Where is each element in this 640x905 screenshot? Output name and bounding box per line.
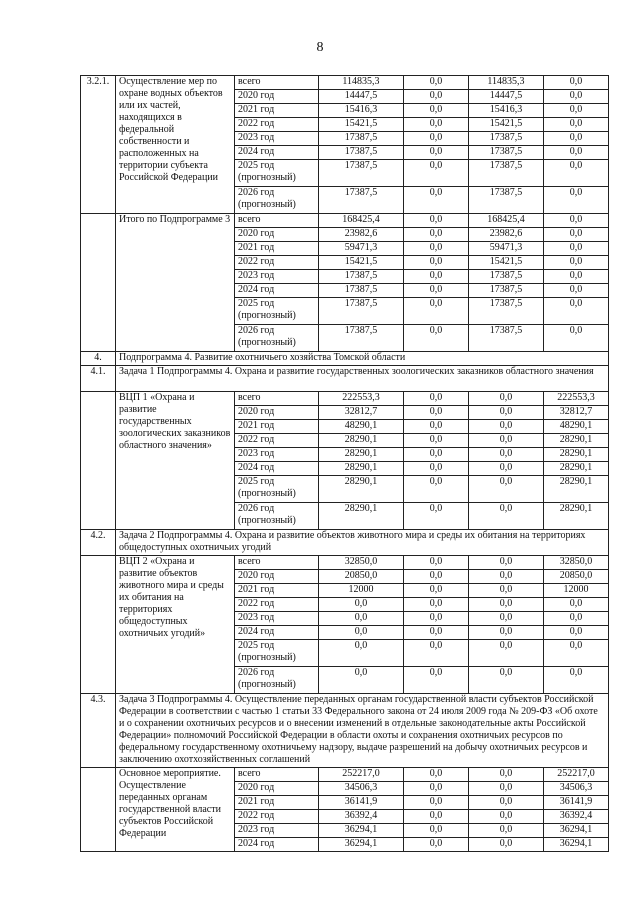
- amount-total: 17387,5: [319, 270, 404, 284]
- amount-total: 0,0: [319, 612, 404, 626]
- measure-name: Осуществление мер по охране водных объектов или их частей, находящихся в федеральной собственности и расположенных на территории субъекта Российской Федерации: [116, 76, 235, 214]
- amount-col1: 0,0: [404, 392, 469, 406]
- period-cell: 2026 год (прогнозный): [235, 187, 319, 214]
- period-cell: 2021 год: [235, 796, 319, 810]
- period-cell: 2021 год: [235, 104, 319, 118]
- subheading-row: [81, 530, 609, 556]
- measure-name: ВЦП 2 «Охрана и развитие объектов животного мира и среды их обитания на территориях общедоступных охотничьих угодий»: [116, 556, 235, 694]
- amount-col1: 0,0: [404, 256, 469, 270]
- amount-col1: 0,0: [404, 104, 469, 118]
- subheading-text: Подпрограмма 4. Развитие охотничьего хозяйства Томской области: [116, 352, 609, 366]
- amount-total: 48290,1: [319, 420, 404, 434]
- measure-name: ВЦП 1 «Охрана и развитие государственных зоологических заказников областного значения»: [116, 392, 235, 530]
- subheading-text: Задача 1 Подпрограммы 4. Охрана и развитие государственных зоологических заказников областного значения: [116, 366, 609, 392]
- amount-total: 0,0: [319, 640, 404, 667]
- amount-total: 168425,4: [319, 214, 404, 228]
- amount-col3: 0,0: [544, 298, 609, 325]
- row-number: 4.3.: [81, 694, 116, 768]
- amount-col2: 0,0: [469, 796, 544, 810]
- amount-col1: 0,0: [404, 284, 469, 298]
- amount-col1: 0,0: [404, 570, 469, 584]
- amount-col3: 0,0: [544, 214, 609, 228]
- amount-col3: 12000: [544, 584, 609, 598]
- period-cell: 2021 год: [235, 242, 319, 256]
- amount-col1: 0,0: [404, 626, 469, 640]
- amount-total: 28290,1: [319, 476, 404, 503]
- period-cell: 2020 год: [235, 406, 319, 420]
- amount-col2: 17387,5: [469, 298, 544, 325]
- period-cell: 2022 год: [235, 434, 319, 448]
- amount-col1: 0,0: [404, 187, 469, 214]
- amount-total: 222553,3: [319, 392, 404, 406]
- amount-total: 0,0: [319, 598, 404, 612]
- amount-col1: 0,0: [404, 476, 469, 503]
- amount-total: 17387,5: [319, 187, 404, 214]
- row-number: 3.2.1.: [81, 76, 116, 214]
- amount-total: 20850,0: [319, 570, 404, 584]
- amount-col1: 0,0: [404, 406, 469, 420]
- amount-total: 252217,0: [319, 768, 404, 782]
- row-number: 4.: [81, 352, 116, 366]
- amount-col1: 0,0: [404, 598, 469, 612]
- period-cell: всего: [235, 556, 319, 570]
- amount-col2: 17387,5: [469, 146, 544, 160]
- row-number: [81, 214, 116, 352]
- amount-col3: 222553,3: [544, 392, 609, 406]
- subheading-row: [81, 352, 609, 366]
- amount-total: 32812,7: [319, 406, 404, 420]
- amount-total: 17387,5: [319, 325, 404, 352]
- amount-col2: 0,0: [469, 584, 544, 598]
- amount-col2: 15421,5: [469, 118, 544, 132]
- amount-col3: 0,0: [544, 640, 609, 667]
- amount-col2: 17387,5: [469, 187, 544, 214]
- amount-col1: 0,0: [404, 824, 469, 838]
- page-number: 8: [316, 40, 324, 55]
- period-cell: 2026 год (прогнозный): [235, 667, 319, 694]
- period-cell: 2024 год: [235, 626, 319, 640]
- measure-name: Основное мероприятие. Осуществление переданных органам государственной власти субъектов Российской Федерации: [116, 768, 235, 852]
- amount-col1: 0,0: [404, 838, 469, 852]
- amount-col2: 0,0: [469, 503, 544, 530]
- amount-col2: 15416,3: [469, 104, 544, 118]
- amount-col2: 0,0: [469, 768, 544, 782]
- period-cell: 2022 год: [235, 598, 319, 612]
- budget-table: [80, 75, 609, 852]
- period-cell: 2023 год: [235, 824, 319, 838]
- amount-col1: 0,0: [404, 420, 469, 434]
- amount-col1: 0,0: [404, 270, 469, 284]
- amount-col3: 0,0: [544, 626, 609, 640]
- amount-total: 0,0: [319, 667, 404, 694]
- amount-col3: 0,0: [544, 160, 609, 187]
- period-cell: 2021 год: [235, 420, 319, 434]
- amount-col1: 0,0: [404, 462, 469, 476]
- period-cell: 2023 год: [235, 270, 319, 284]
- amount-total: 36141,9: [319, 796, 404, 810]
- amount-col2: 0,0: [469, 392, 544, 406]
- amount-col3: 32850,0: [544, 556, 609, 570]
- amount-col2: 168425,4: [469, 214, 544, 228]
- amount-col3: 0,0: [544, 598, 609, 612]
- amount-col3: 0,0: [544, 270, 609, 284]
- amount-col1: 0,0: [404, 434, 469, 448]
- amount-total: 34506,3: [319, 782, 404, 796]
- amount-col3: 0,0: [544, 76, 609, 90]
- amount-col3: 0,0: [544, 325, 609, 352]
- period-cell: 2020 год: [235, 570, 319, 584]
- amount-col1: 0,0: [404, 146, 469, 160]
- amount-col1: 0,0: [404, 796, 469, 810]
- amount-total: 17387,5: [319, 160, 404, 187]
- period-cell: 2024 год: [235, 462, 319, 476]
- period-cell: 2023 год: [235, 612, 319, 626]
- period-cell: всего: [235, 768, 319, 782]
- amount-col1: 0,0: [404, 448, 469, 462]
- amount-col2: 59471,3: [469, 242, 544, 256]
- amount-col2: 0,0: [469, 406, 544, 420]
- amount-col2: 0,0: [469, 434, 544, 448]
- amount-col3: 252217,0: [544, 768, 609, 782]
- row-number: 4.1.: [81, 366, 116, 392]
- amount-col3: 20850,0: [544, 570, 609, 584]
- amount-total: 17387,5: [319, 284, 404, 298]
- row-number: [81, 556, 116, 694]
- period-cell: 2020 год: [235, 782, 319, 796]
- amount-col1: 0,0: [404, 298, 469, 325]
- amount-col1: 0,0: [404, 503, 469, 530]
- amount-col2: 0,0: [469, 476, 544, 503]
- amount-col2: 23982,6: [469, 228, 544, 242]
- period-cell: 2023 год: [235, 132, 319, 146]
- amount-col1: 0,0: [404, 76, 469, 90]
- amount-col1: 0,0: [404, 667, 469, 694]
- period-cell: 2020 год: [235, 90, 319, 104]
- amount-col3: 28290,1: [544, 462, 609, 476]
- amount-col1: 0,0: [404, 584, 469, 598]
- subheading-row: [81, 366, 609, 392]
- amount-col3: 0,0: [544, 118, 609, 132]
- amount-col3: 0,0: [544, 667, 609, 694]
- amount-total: 15416,3: [319, 104, 404, 118]
- amount-col3: 0,0: [544, 242, 609, 256]
- period-cell: 2025 год (прогнозный): [235, 476, 319, 503]
- amount-col2: 0,0: [469, 640, 544, 667]
- amount-total: 17387,5: [319, 146, 404, 160]
- amount-col2: 0,0: [469, 612, 544, 626]
- period-cell: 2024 год: [235, 284, 319, 298]
- amount-col3: 36392,4: [544, 810, 609, 824]
- amount-total: 17387,5: [319, 298, 404, 325]
- amount-col2: 17387,5: [469, 325, 544, 352]
- amount-total: 28290,1: [319, 462, 404, 476]
- table-row: [81, 214, 609, 228]
- amount-col1: 0,0: [404, 768, 469, 782]
- amount-col3: 0,0: [544, 612, 609, 626]
- amount-total: 15421,5: [319, 118, 404, 132]
- period-cell: 2026 год (прогнозный): [235, 325, 319, 352]
- measure-name: Итого по Подпрограмме 3: [116, 214, 235, 352]
- period-cell: 2022 год: [235, 810, 319, 824]
- amount-col2: 0,0: [469, 420, 544, 434]
- amount-total: 15421,5: [319, 256, 404, 270]
- period-cell: 2024 год: [235, 838, 319, 852]
- amount-col2: 0,0: [469, 598, 544, 612]
- amount-col1: 0,0: [404, 612, 469, 626]
- amount-total: 23982,6: [319, 228, 404, 242]
- period-cell: 2025 год (прогнозный): [235, 298, 319, 325]
- amount-total: 12000: [319, 584, 404, 598]
- period-cell: 2023 год: [235, 448, 319, 462]
- period-cell: 2022 год: [235, 118, 319, 132]
- amount-col2: 0,0: [469, 810, 544, 824]
- table-row: [81, 556, 609, 570]
- amount-total: 17387,5: [319, 132, 404, 146]
- amount-total: 14447,5: [319, 90, 404, 104]
- amount-col2: 0,0: [469, 448, 544, 462]
- period-cell: всего: [235, 392, 319, 406]
- amount-col2: 0,0: [469, 462, 544, 476]
- amount-col3: 36294,1: [544, 838, 609, 852]
- table-row: [81, 76, 609, 90]
- period-cell: 2022 год: [235, 256, 319, 270]
- amount-col3: 0,0: [544, 90, 609, 104]
- amount-col1: 0,0: [404, 782, 469, 796]
- amount-col2: 17387,5: [469, 270, 544, 284]
- amount-col3: 28290,1: [544, 503, 609, 530]
- amount-col2: 0,0: [469, 782, 544, 796]
- amount-col3: 0,0: [544, 132, 609, 146]
- amount-col3: 0,0: [544, 284, 609, 298]
- row-number: 4.2.: [81, 530, 116, 556]
- amount-col2: 0,0: [469, 556, 544, 570]
- period-cell: 2025 год (прогнозный): [235, 640, 319, 667]
- amount-col2: 0,0: [469, 824, 544, 838]
- amount-total: 32850,0: [319, 556, 404, 570]
- amount-total: 28290,1: [319, 434, 404, 448]
- table-row: [81, 392, 609, 406]
- amount-col3: 0,0: [544, 104, 609, 118]
- amount-col3: 28290,1: [544, 434, 609, 448]
- period-cell: 2024 год: [235, 146, 319, 160]
- amount-col3: 0,0: [544, 228, 609, 242]
- amount-col3: 36141,9: [544, 796, 609, 810]
- amount-col3: 28290,1: [544, 476, 609, 503]
- amount-col1: 0,0: [404, 160, 469, 187]
- amount-col2: 0,0: [469, 626, 544, 640]
- amount-col2: 0,0: [469, 667, 544, 694]
- period-cell: 2021 год: [235, 584, 319, 598]
- amount-total: 36294,1: [319, 838, 404, 852]
- amount-col2: 17387,5: [469, 284, 544, 298]
- amount-col1: 0,0: [404, 118, 469, 132]
- amount-col3: 48290,1: [544, 420, 609, 434]
- amount-col2: 17387,5: [469, 132, 544, 146]
- amount-total: 36392,4: [319, 810, 404, 824]
- amount-col1: 0,0: [404, 810, 469, 824]
- amount-total: 28290,1: [319, 503, 404, 530]
- period-cell: 2026 год (прогнозный): [235, 503, 319, 530]
- amount-col2: 0,0: [469, 838, 544, 852]
- amount-col1: 0,0: [404, 242, 469, 256]
- amount-col3: 36294,1: [544, 824, 609, 838]
- amount-total: 59471,3: [319, 242, 404, 256]
- period-cell: всего: [235, 214, 319, 228]
- amount-col2: 114835,3: [469, 76, 544, 90]
- amount-col3: 28290,1: [544, 448, 609, 462]
- amount-col3: 32812,7: [544, 406, 609, 420]
- table-row: [81, 768, 609, 782]
- amount-col1: 0,0: [404, 325, 469, 352]
- row-number: [81, 392, 116, 530]
- amount-col1: 0,0: [404, 132, 469, 146]
- amount-col2: 0,0: [469, 570, 544, 584]
- period-cell: 2020 год: [235, 228, 319, 242]
- amount-col3: 0,0: [544, 187, 609, 214]
- amount-col1: 0,0: [404, 640, 469, 667]
- period-cell: 2025 год (прогнозный): [235, 160, 319, 187]
- amount-col1: 0,0: [404, 90, 469, 104]
- amount-col1: 0,0: [404, 556, 469, 570]
- amount-total: 114835,3: [319, 76, 404, 90]
- subheading-text: Задача 3 Подпрограммы 4. Осуществление переданных органам государственной власти субъектов Российской Федерации в соответствии с частью 1 статьи 33 Федерального закона от 24 июля 2009 года № 209-ФЗ «Об охоте и о сохранении охотничьих ресурсов и о внесении изменений в отдельные законодательные акты Российской Федерации» полномочий Российской Федерации в области охоты и сохранения охотничьих ресурсов по федеральному государственному охотничьему надзору, выдаче разрешений на добычу охотничьих ресурсов и заключению охотхозяйственных соглашений: [116, 694, 609, 768]
- amount-total: 28290,1: [319, 448, 404, 462]
- subheading-row: [81, 694, 609, 768]
- amount-col2: 14447,5: [469, 90, 544, 104]
- amount-total: 0,0: [319, 626, 404, 640]
- amount-col2: 17387,5: [469, 160, 544, 187]
- row-number: [81, 768, 116, 852]
- period-cell: всего: [235, 76, 319, 90]
- amount-col3: 0,0: [544, 256, 609, 270]
- amount-col3: 0,0: [544, 146, 609, 160]
- amount-col1: 0,0: [404, 214, 469, 228]
- amount-col3: 34506,3: [544, 782, 609, 796]
- subheading-text: Задача 2 Подпрограммы 4. Охрана и развитие объектов животного мира и среды их обитания на территориях общедоступных охотничьих угодий: [116, 530, 609, 556]
- amount-total: 36294,1: [319, 824, 404, 838]
- amount-col2: 15421,5: [469, 256, 544, 270]
- amount-col1: 0,0: [404, 228, 469, 242]
